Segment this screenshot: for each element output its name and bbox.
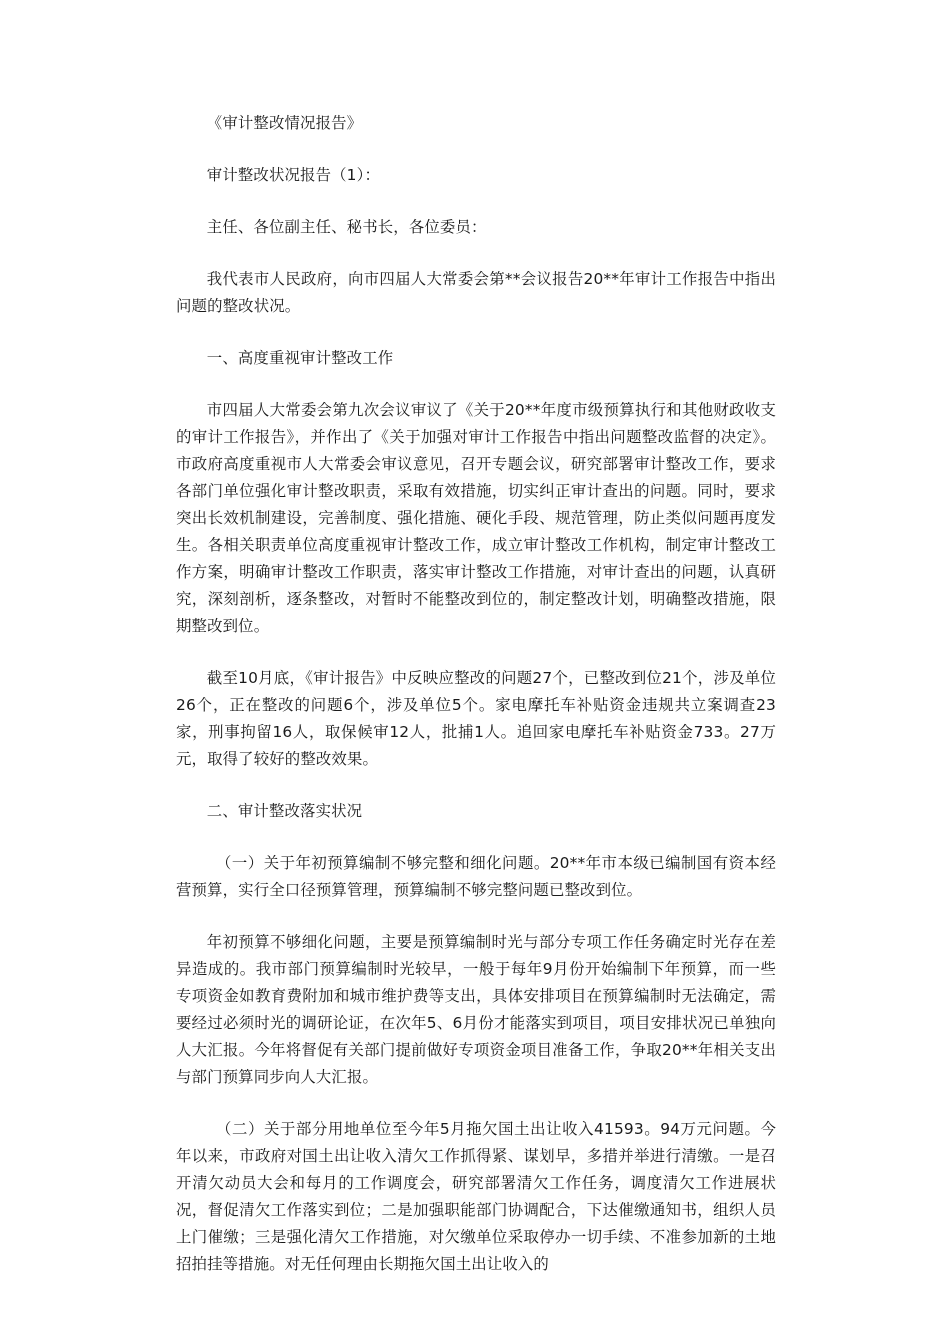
section-2-item-1-paragraph-2: 年初预算不够细化问题，主要是预算编制时光与部分专项工作任务确定时光存在差异造成的。我市部门预算编制时光较早，一般于每年9月份开始编制下年预算，而一些专项资金如教育费附加和城市维护费等支出，具体安排项目在预算编制时无法确定，需要经过必须时光的调研论证，在次年5、6月份才能落实到项目，项目安排状况已单独向人大汇报。今年将督促有关部门提前做好专项资金项目准备工作，争取20**年相关支出与部门预算同步向人大汇报。 [176,933,776,1086]
section-1-paragraph-1: 市四届人大常委会第九次会议审议了《关于20**年度市级预算执行和其他财政收支的审计工作报告》，并作出了《关于加强对审计工作报告中指出问题整改监督的决定》。市政府高度重视市人大常委会审议意见，召开专题会议，研究部署审计整改工作，要求各部门单位强化审计整改职责，采取有效措施，切实纠正审计查出的问题。同时，要求突出长效机制建设，完善制度、强化措施、硬化手段、规范管理，防止类似问题再度发生。各相关职责单位高度重视审计整改工作，成立审计整改工作机构，制定审计整改工作方案，明确审计整改工作职责，落实审计整改工作措施，对审计查出的问题，认真研究，深刻剖析，逐条整改，对暂时不能整改到位的，制定整改计划，明确整改措施，限期整改到位。 [176,401,776,635]
salutation: 主任、各位副主任、秘书长，各位委员： [206,218,487,236]
document-body [176,110,776,1278]
section-1-paragraph-2: 截至10月底，《审计报告》中反映应整改的问题27个，已整改到位21个，涉及单位26个，正在整改的问题6个，涉及单位5个。家电摩托车补贴资金违规共立案调查23家，刑事拘留16人，取保候审12人，批捕1人。追回家电摩托车补贴资金733。27万元，取得了较好的整改效果。 [176,669,776,768]
section-2-item-2: （二）关于部分用地单位至今年5月拖欠国土出让收入41593。94万元问题。今年以来，市政府对国土出让收入清欠工作抓得紧、谋划早，多措并举进行清缴。一是召开清欠动员大会和每月的工作调度会，研究部署清欠工作任务，调度清欠工作进展状况，督促清欠工作落实到位；二是加强职能部门协调配合，下达催缴通知书，组织人员上门催缴；三是强化清欠工作措施，对欠缴单位采取停办一切手续、不准参加新的土地招拍挂等措施。对无任何理由长期拖欠国土出让收入的 [176,1120,776,1273]
section-2-item-1: （一）关于年初预算编制不够完整和细化问题。20**年市本级已编制国有资本经营预算，实行全口径预算管理，预算编制不够完整问题已整改到位。 [176,854,776,899]
intro-paragraph: 我代表市人民政府，向市四届人大常委会第**会议报告20**年审计工作报告中指出问题的整改状况。 [176,270,776,315]
section-1-heading: 一、高度重视审计整改工作 [206,349,394,367]
document-title: 《审计整改情况报告》 [206,114,363,132]
document-subtitle: 审计整改状况报告（1）： [206,166,380,184]
section-2-heading: 二、审计整改落实状况 [206,802,363,820]
